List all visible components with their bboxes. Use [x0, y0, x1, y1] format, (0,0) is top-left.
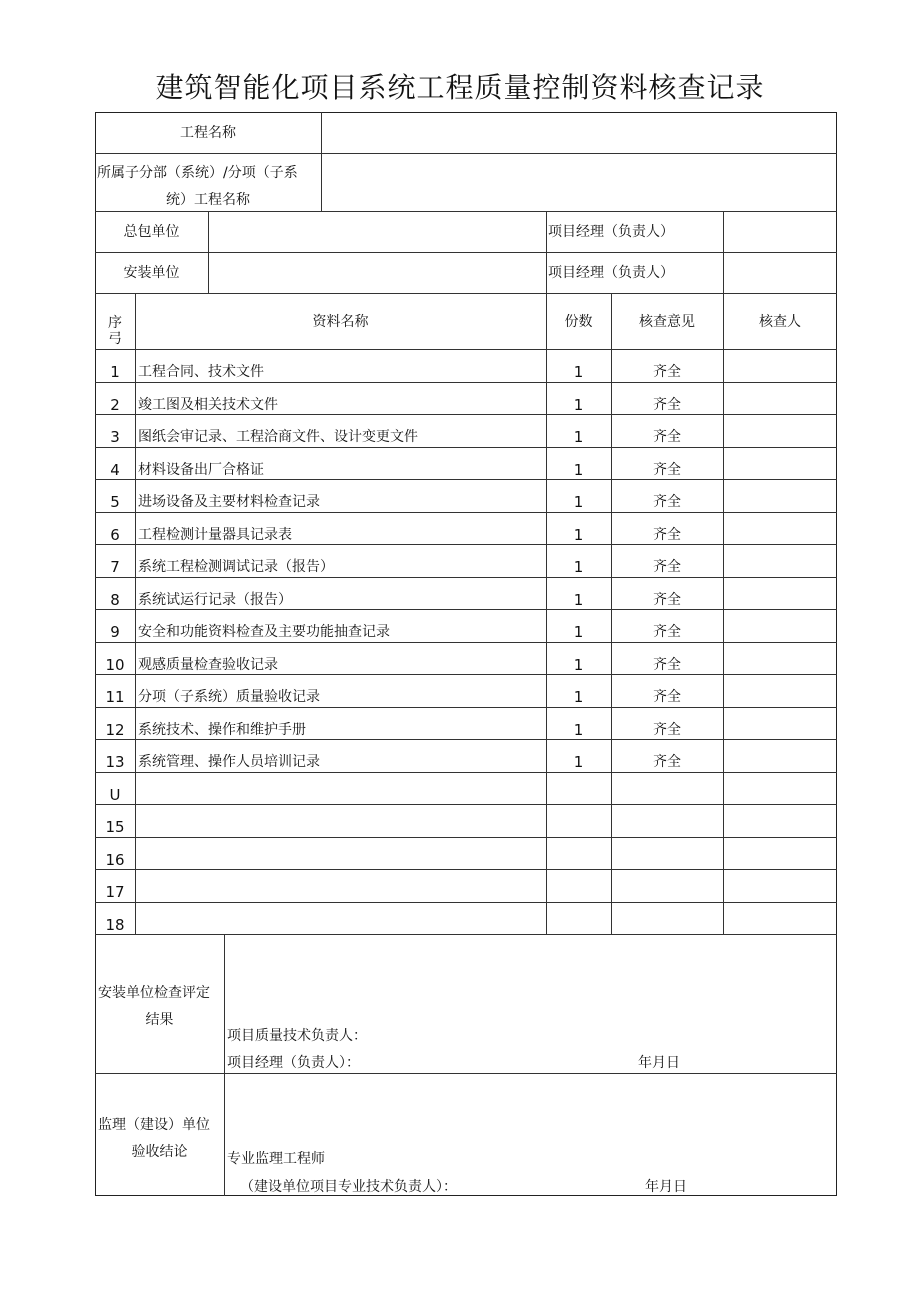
grid-line — [546, 211, 547, 293]
column-header-seq-line2: 弓 — [108, 331, 122, 347]
cell-opinion: 齐全 — [653, 429, 681, 445]
row-divider — [95, 609, 837, 610]
cell-seq: U — [109, 786, 121, 804]
supervision-engineer-label: 专业监理工程师 — [227, 1151, 325, 1167]
cell-seq: 18 — [105, 916, 125, 934]
cell-doc-name: 系统管理、操作人员培训记录 — [138, 754, 320, 770]
cell-doc-name: 系统试运行记录（报告） — [138, 592, 292, 608]
subdivision-label-line2: 统）工程名称 — [166, 192, 250, 208]
cell-seq: 6 — [110, 526, 120, 544]
supervision-label-line1: 监理（建设）单位 — [98, 1117, 210, 1133]
grid-line — [95, 349, 837, 350]
cell-doc-name: 竣工图及相关技术文件 — [138, 397, 278, 413]
grid-line — [95, 211, 837, 212]
grid-line — [95, 252, 837, 253]
install-result-label-line2: 结果 — [145, 1012, 174, 1028]
grid-line — [95, 934, 837, 935]
cell-seq: 17 — [105, 883, 125, 901]
cell-opinion: 齐全 — [653, 689, 681, 705]
cell-opinion: 齐全 — [653, 527, 681, 543]
grid-line — [95, 293, 837, 294]
manager-label-1: 项目经理（负责人） — [548, 224, 674, 240]
grid-line — [95, 1073, 837, 1074]
cell-doc-name: 观感质量检查验收记录 — [138, 657, 278, 673]
cell-seq: 7 — [110, 558, 120, 576]
cell-opinion: 齐全 — [653, 592, 681, 608]
cell-seq: 4 — [110, 461, 120, 479]
install-manager-label: 项目经理（负责人）： — [227, 1055, 360, 1071]
row-divider — [95, 674, 837, 675]
row-divider — [95, 577, 837, 578]
cell-copies: 1 — [573, 493, 584, 511]
row-divider — [95, 447, 837, 448]
grid-line — [224, 934, 225, 1196]
cell-copies: 1 — [573, 428, 584, 446]
column-header-seq: 序 — [108, 315, 122, 331]
cell-opinion: 齐全 — [653, 364, 681, 380]
cell-doc-name: 安全和功能资料检查及主要功能抽查记录 — [138, 624, 390, 640]
manager-label-2: 项目经理（负责人） — [548, 265, 674, 281]
cell-opinion: 齐全 — [653, 397, 681, 413]
cell-copies: 1 — [573, 396, 584, 414]
column-header-copies: 份数 — [564, 314, 593, 330]
subdivision-label-line1: 所属子分部（系统）/分项（子系 — [97, 165, 298, 181]
column-header-doc-name: 资料名称 — [312, 314, 369, 330]
cell-seq: 5 — [110, 493, 120, 511]
row-divider — [95, 512, 837, 513]
grid-line — [321, 112, 322, 211]
row-divider — [95, 837, 837, 838]
cell-seq: 15 — [105, 818, 125, 836]
row-divider — [95, 479, 837, 480]
row-divider — [95, 739, 837, 740]
cell-doc-name: 材料设备出厂合格证 — [138, 462, 264, 478]
row-divider — [95, 642, 837, 643]
row-divider — [95, 804, 837, 805]
row-divider — [95, 869, 837, 870]
cell-doc-name: 工程合同、技术文件 — [138, 364, 264, 380]
install-date-label: 年月日 — [638, 1055, 680, 1071]
quality-lead-label: 项目质量技术负责人： — [227, 1028, 367, 1044]
cell-copies: 1 — [573, 591, 584, 609]
page-title: 建筑智能化项目系统工程质量控制资料核查记录 — [155, 71, 765, 104]
cell-doc-name: 分项（子系统）质量验收记录 — [138, 689, 320, 705]
cell-doc-name: 系统技术、操作和维护手册 — [138, 722, 306, 738]
cell-seq: 10 — [105, 656, 125, 674]
row-divider — [95, 707, 837, 708]
cell-seq: 11 — [105, 688, 125, 706]
cell-doc-name: 系统工程检测调试记录（报告） — [138, 559, 334, 575]
cell-copies: 1 — [573, 623, 584, 641]
cell-doc-name: 图纸会审记录、工程洽商文件、设计变更文件 — [138, 429, 418, 445]
cell-opinion: 齐全 — [653, 462, 681, 478]
cell-opinion: 齐全 — [653, 624, 681, 640]
cell-seq: 16 — [105, 851, 125, 869]
supervision-date-label: 年月日 — [645, 1179, 687, 1195]
grid-line — [723, 211, 724, 293]
row-divider — [95, 544, 837, 545]
install-result-label-line1: 安装单位检查评定 — [98, 985, 210, 1001]
cell-opinion: 齐全 — [653, 494, 681, 510]
cell-doc-name: 进场设备及主要材料检查记录 — [138, 494, 320, 510]
grid-line — [95, 153, 837, 154]
column-header-checker: 核查人 — [759, 314, 801, 330]
installer-label: 安装单位 — [123, 265, 180, 281]
cell-seq: 2 — [110, 396, 120, 414]
cell-opinion: 齐全 — [653, 657, 681, 673]
cell-seq: 13 — [105, 753, 125, 771]
cell-copies: 1 — [573, 753, 584, 771]
row-divider — [95, 772, 837, 773]
row-divider — [95, 414, 837, 415]
cell-opinion: 齐全 — [653, 559, 681, 575]
cell-opinion: 齐全 — [653, 754, 681, 770]
cell-seq: 3 — [110, 428, 120, 446]
cell-opinion: 齐全 — [653, 722, 681, 738]
cell-seq: 8 — [110, 591, 120, 609]
cell-copies: 1 — [573, 656, 584, 674]
cell-copies: 1 — [573, 558, 584, 576]
supervision-label-line2: 验收结论 — [131, 1144, 188, 1160]
project-name-label: 工程名称 — [180, 125, 236, 141]
owner-lead-label: （建设单位项目专业技术负责人）： — [240, 1179, 457, 1195]
row-divider — [95, 902, 837, 903]
cell-seq: 12 — [105, 721, 125, 739]
row-divider — [95, 382, 837, 383]
column-header-opinion: 核查意见 — [639, 314, 695, 330]
cell-copies: 1 — [573, 721, 584, 739]
cell-seq: 1 — [110, 363, 120, 381]
cell-doc-name: 工程检测计量器具记录表 — [138, 527, 292, 543]
grid-line — [208, 211, 209, 293]
cell-copies: 1 — [573, 526, 584, 544]
cell-copies: 1 — [573, 363, 584, 381]
cell-seq: 9 — [110, 623, 120, 641]
cell-copies: 1 — [573, 461, 584, 479]
cell-copies: 1 — [573, 688, 584, 706]
general-contractor-label: 总包单位 — [123, 224, 180, 240]
